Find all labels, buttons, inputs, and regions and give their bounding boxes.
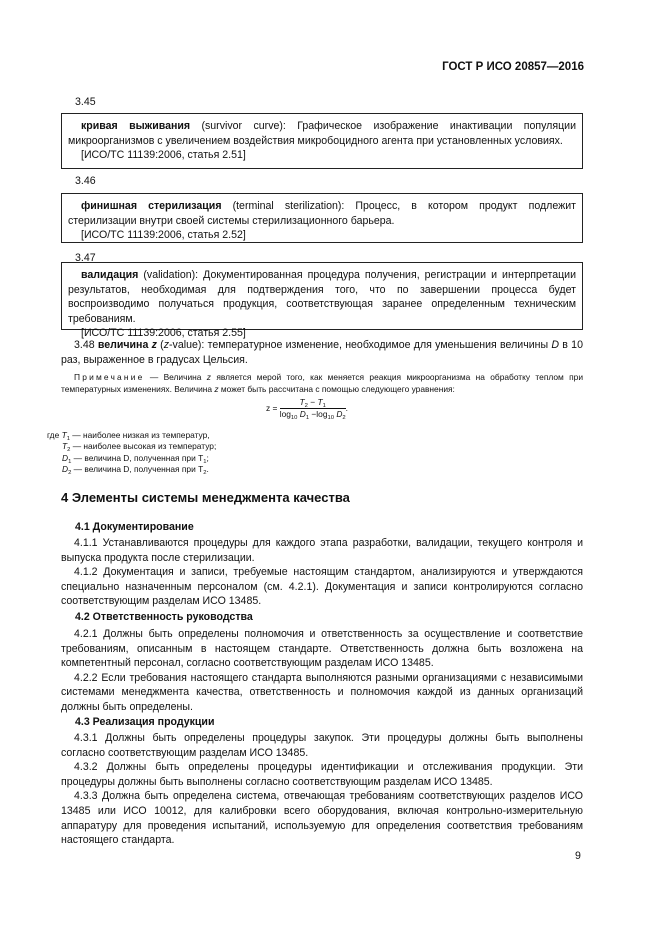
legend-symbol: D	[62, 452, 69, 463]
sym: T	[317, 397, 323, 407]
sub: 10	[290, 415, 298, 421]
term-definition	[68, 268, 576, 326]
term-english: -value):	[169, 339, 205, 351]
term-number: 3.47	[75, 252, 96, 264]
legend-symbol: T	[61, 430, 67, 440]
op: log	[279, 409, 291, 419]
sym: D	[334, 409, 343, 419]
legend-tail: .	[206, 464, 209, 475]
term-name: валидация	[81, 269, 139, 281]
term-english: (terminal sterilization):	[221, 200, 345, 212]
term-definition	[68, 119, 576, 148]
formula-lhs: z =	[266, 403, 278, 414]
legend-item	[47, 430, 216, 441]
sub: 1	[68, 458, 72, 465]
legend-symbol: T	[62, 441, 68, 452]
note-paragraph	[61, 371, 583, 396]
sub: 2	[203, 470, 207, 477]
legend-prefix: где	[47, 430, 62, 440]
formula-numerator	[280, 397, 346, 409]
term-name-word: величина	[97, 339, 149, 351]
page-number: 9	[575, 850, 581, 862]
term-text-end: в 10 раз, выраженное в градусах Цельсия.	[61, 339, 583, 366]
term-definition	[61, 338, 583, 367]
sub: 1	[203, 458, 207, 465]
legend-text: — величина D, полученная при T	[71, 452, 204, 463]
sub: 1	[305, 415, 310, 421]
term-name: финишная стерилизация	[81, 200, 222, 212]
legend-item	[47, 453, 216, 464]
note-part: — Величина	[144, 372, 207, 382]
term-text: температурное изменение, необходимое для уменьшения величины	[204, 339, 552, 351]
term-definition	[68, 199, 576, 228]
term-symbol-d: D	[551, 339, 560, 351]
op: −log	[309, 409, 328, 419]
note-part: может быть рассчитана с помощью следующего уравнения:	[218, 384, 455, 395]
legend-text: — наиболее низкая из температур,	[69, 430, 210, 440]
formula-denominator	[280, 409, 346, 420]
legend-item	[47, 441, 216, 452]
sym: T	[299, 397, 305, 407]
note-symbol: z	[214, 384, 219, 395]
term-number: 3.46	[75, 175, 96, 187]
term-english-symbol: z	[163, 339, 170, 351]
legend-text: — величина D, полученная при T	[71, 464, 204, 475]
section-body	[61, 536, 583, 609]
paragraph: 4.2.2 Если требования настоящего стандарта выполняются разными организациями с независимыми системами менеджмента качества, ответственность и полномочия каждой из данных организаций должны быть определены.	[61, 671, 583, 713]
term-text: Процесс, в котором продукт подлежит стерилизации внутри своей системы стерилизационного барьера.	[68, 200, 576, 227]
paragraph: 4.2.1 Должны быть определены полномочия и ответственность за осуществление и соответствие требованиям, описанным в настоящем стандарте. Ответственность должна быть возложена на компетентный персонал, согласно соответствующим разделам ИСО 13485.	[61, 628, 583, 670]
term-name	[98, 339, 157, 351]
term-source: [ИСО/ТС 11139:2006, статья 2.55]	[81, 327, 246, 340]
sym: D	[297, 409, 306, 419]
op: −	[307, 397, 318, 407]
note-label: Примечание	[74, 372, 145, 382]
formula-legend	[47, 430, 216, 476]
term-source: [ИСО/ТС 11139:2006, статья 2.51]	[81, 149, 246, 162]
formula-fraction	[280, 397, 346, 420]
subsection-heading: 4.1 Документирование	[75, 521, 194, 533]
paragraph: 4.1.2 Документация и записи, требуемые настоящим стандартом, анализируются и утверждаются специально назначенным персоналом (см. 4.2.1). Документация и записи контролируются согласно соответствующим разделам ИСО 13485.	[61, 566, 583, 608]
term-3-48	[61, 338, 583, 367]
term-number: 3.48	[74, 339, 95, 351]
note-part: является мерой того, как меняется реакция микроорганизма на обработку теплом при температурных изменениях. Величина	[61, 372, 583, 395]
paragraph: 4.3.2 Должны быть определены процедуры идентификации и отслеживания продукции. Эти процедуры должны быть выполнены согласно соответствующим разделам ИСО 13485.	[61, 761, 583, 788]
legend-item	[47, 464, 216, 475]
sub: 1	[66, 436, 70, 442]
sub: 2	[68, 470, 72, 477]
section-body	[61, 627, 583, 715]
term-number: 3.45	[75, 96, 96, 108]
sub: 2	[67, 447, 71, 454]
term-english: (survivor curve):	[190, 120, 286, 132]
section-body	[61, 731, 583, 848]
paragraph: 4.3.3 Должна быть определена система, отвечающая требованиям соответствующих разделов ИСО 13485 или ИСО 10012, для калибровки всего оборудования, включая контрольно-измерительную аппаратуру для проведения испытаний, используемую для определения соответствия требованиям настоящего стандарта.	[61, 790, 583, 847]
term-box	[61, 193, 583, 243]
note-text	[61, 371, 583, 396]
subsection-heading: 4.2 Ответственность руководства	[75, 611, 253, 623]
paragraph: 4.3.1 Должны быть определены процедуры закупок. Эти процедуры должны быть выполнены согласно соответствующим разделам ИСО 13485.	[61, 732, 583, 759]
formula	[266, 397, 348, 420]
term-source: [ИСО/ТС 11139:2006, статья 2.52]	[81, 229, 246, 242]
legend-text: — наиболее высокая из температур;	[70, 441, 217, 452]
term-english-open: (	[156, 339, 164, 351]
legend-symbol: D	[62, 464, 69, 475]
sub: 1	[322, 403, 326, 409]
subsection-heading: 4.3 Реализация продукции	[75, 716, 215, 728]
term-english: (validation):	[138, 269, 199, 281]
term-text: Графическое изображение инактивации популяции микроорганизмов с увеличением воздействия микробоцидного агента при установленных условиях.	[68, 120, 577, 147]
term-name: кривая выживания	[81, 120, 191, 132]
term-name-symbol: z	[151, 339, 157, 351]
term-text: Документированная процедура получения, регистрации и интерпретации результатов, необходимая для подтверждения того, что по завершении процесса будет воспроизводимо получаться продукция, соответствующая заранее определенным техническим требованиям.	[68, 269, 577, 325]
sub: 2	[304, 403, 308, 409]
term-box	[61, 262, 583, 340]
note-symbol: z	[206, 372, 211, 382]
formula-trail: .	[345, 403, 348, 414]
term-box	[61, 113, 583, 169]
legend-tail: ;	[206, 452, 209, 463]
sub: 2	[342, 415, 346, 421]
section-heading: 4 Элементы системы менеджмента качества	[61, 490, 350, 505]
document-header: ГОСТ Р ИСО 20857—2016	[442, 61, 584, 73]
sub: 10	[327, 415, 335, 421]
paragraph: 4.1.1 Устанавливаются процедуры для каждого этапа разработки, валидации, текущего контроля и выпуска продукта после стерилизации.	[61, 537, 583, 564]
